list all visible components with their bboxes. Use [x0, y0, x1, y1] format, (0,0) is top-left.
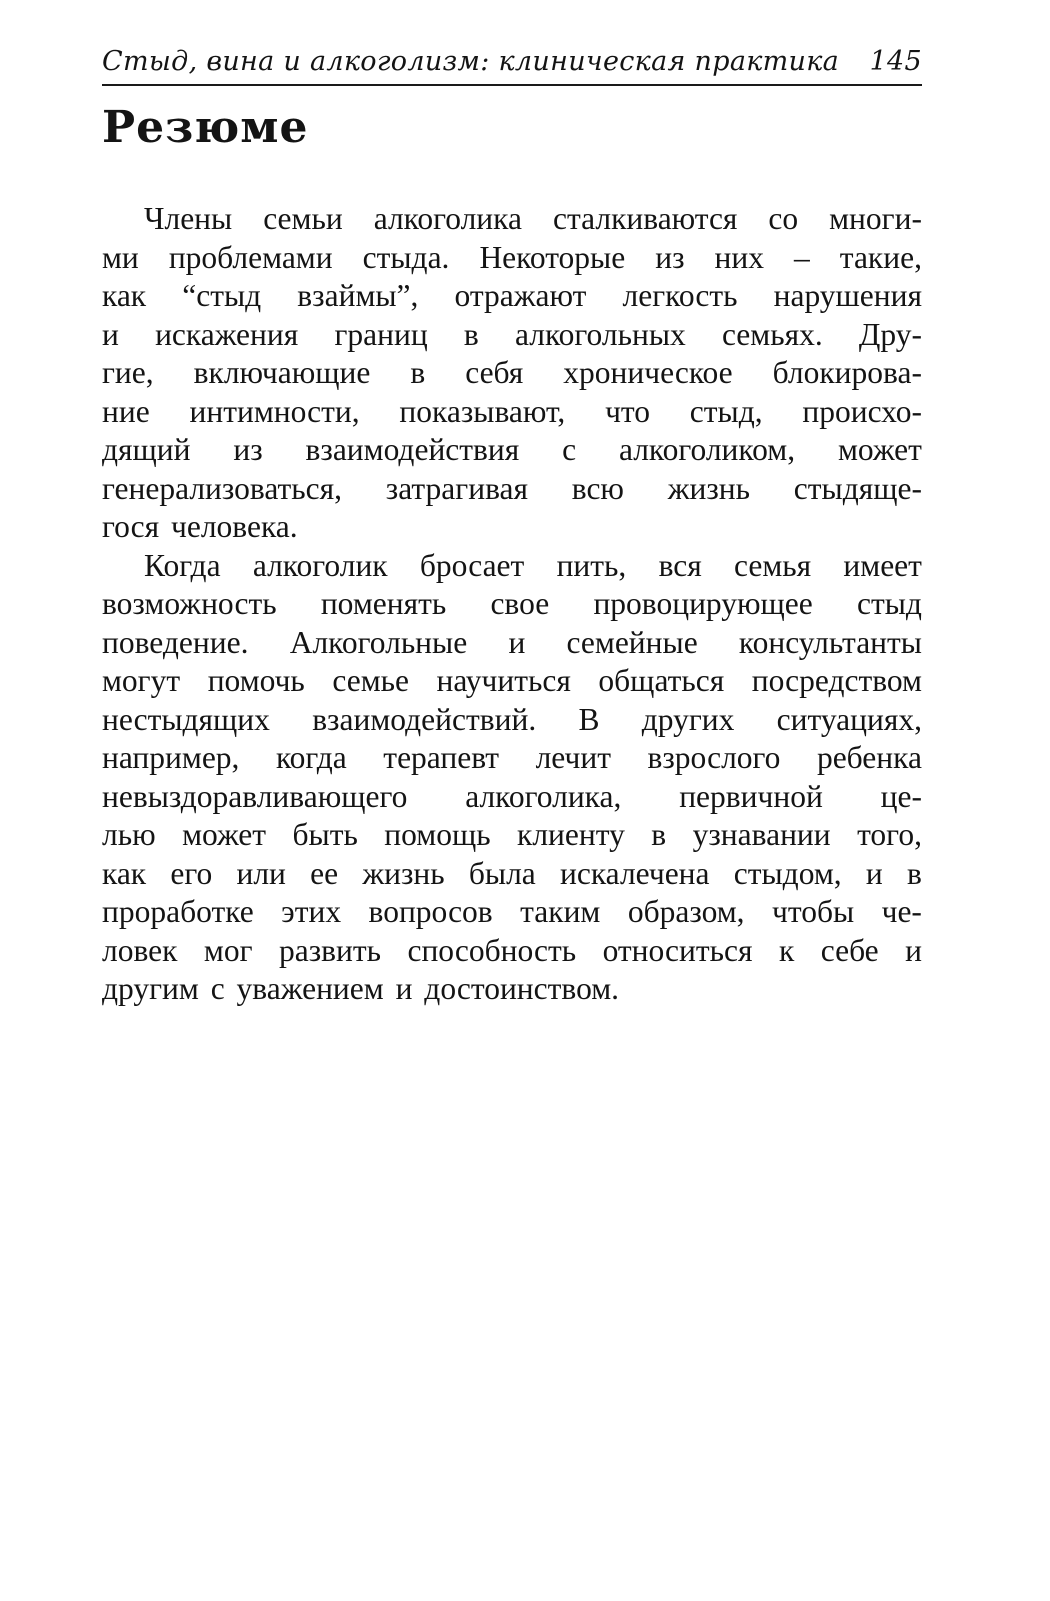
word: поведение. [102, 624, 249, 660]
word: взаймы”, [297, 278, 419, 313]
word: стыд, [689, 393, 763, 429]
word: была [468, 855, 536, 891]
text-line [102, 470, 922, 509]
book-title: Стыд, вина и алкоголизм: клиническая практика [102, 46, 840, 77]
word: показывают, [399, 393, 566, 429]
word: способность [407, 932, 577, 968]
word: в [410, 355, 426, 390]
word: алкоголика, [465, 778, 622, 814]
word: развить [278, 932, 382, 968]
word: ситуациях, [776, 701, 922, 737]
word: жизнь [667, 470, 751, 506]
word: стыдом, [733, 855, 842, 891]
word: поменять [320, 586, 447, 621]
word: и [508, 624, 526, 660]
word: быть [292, 817, 358, 852]
word: алкоголика [373, 201, 522, 236]
word: мог [203, 932, 253, 968]
word: из [655, 239, 685, 275]
word: невыздоравливающего [102, 778, 408, 814]
text-line [102, 662, 922, 701]
text-line [102, 239, 922, 278]
word: себе [820, 932, 879, 968]
word: алкоголик [252, 547, 388, 583]
word: семье [332, 663, 409, 698]
word: отражают [454, 278, 587, 313]
word: может [182, 817, 267, 852]
running-header [102, 40, 922, 86]
word: це- [880, 778, 922, 814]
text-line [102, 277, 922, 316]
text-line [102, 855, 922, 894]
text-line [102, 624, 922, 663]
text-line [102, 893, 922, 932]
paragraph-2 [102, 547, 922, 1009]
word: таким [520, 894, 601, 929]
word: чтобы [772, 894, 855, 929]
word: со [768, 201, 799, 236]
word: семьях. [721, 316, 823, 352]
word: интимности, [189, 393, 360, 429]
word: что [605, 393, 651, 429]
word: как [102, 855, 147, 891]
word: семья [734, 547, 812, 583]
word: общаться [598, 663, 725, 698]
word: Некоторые [479, 239, 626, 275]
word: Члены [144, 201, 233, 236]
word: вопросов [368, 894, 493, 929]
word: “стыд [182, 278, 262, 313]
word: жизнь [362, 855, 445, 891]
word: имеет [843, 547, 922, 583]
word: или [236, 855, 286, 891]
word: могут [102, 663, 181, 698]
word: че- [881, 894, 922, 929]
word: терапевт [383, 740, 500, 775]
word: и [905, 932, 922, 968]
word: помощь [384, 817, 491, 852]
word: в [907, 855, 922, 891]
word: семейные [566, 624, 698, 660]
word: лью [102, 817, 156, 852]
word: из [233, 432, 263, 467]
word: с [562, 432, 577, 467]
word: образом, [627, 894, 745, 929]
word: легкость [622, 278, 738, 313]
text-line [102, 739, 922, 778]
word: например, [102, 740, 240, 775]
word: семьи [263, 201, 343, 236]
word: и [102, 316, 119, 352]
paragraph-1 [102, 200, 922, 547]
word: нестыдящих [102, 701, 270, 737]
word: стыд [857, 586, 922, 621]
word: помочь [207, 663, 305, 698]
word: свое [490, 586, 550, 621]
word: ловек [102, 932, 178, 968]
word: вся [658, 547, 702, 583]
word: того, [857, 817, 922, 852]
word: может [837, 432, 922, 467]
word: ребенка [816, 740, 922, 775]
word: лечит [535, 740, 611, 775]
word: первичной [679, 778, 823, 814]
word: ее [310, 855, 339, 891]
word: генерализоваться, [102, 470, 343, 506]
word: всю [571, 470, 624, 506]
word: многи- [829, 201, 922, 236]
word: себя [465, 355, 524, 390]
word: блокирова- [772, 355, 922, 390]
word: этих [281, 894, 342, 929]
page-number: 145 [869, 46, 922, 77]
word: взрослого [647, 740, 781, 775]
word: возможность [102, 586, 277, 621]
text-line [102, 585, 922, 624]
text-line [102, 547, 922, 586]
text-line [102, 393, 922, 432]
word: стыдяще- [793, 470, 922, 506]
word: провоцирующее [593, 586, 813, 621]
word: Когда [144, 547, 221, 583]
book-page [102, 40, 922, 1009]
word: затрагивая [385, 470, 528, 506]
body-text [102, 200, 922, 1009]
word: нарушения [773, 278, 922, 313]
word: сталкиваются [552, 201, 738, 236]
word: в [463, 316, 479, 352]
word: них [714, 239, 765, 275]
text-line [102, 431, 922, 470]
word: и [865, 855, 883, 891]
word: – [794, 239, 810, 275]
word: как [102, 278, 147, 313]
section-heading: Резюме [102, 102, 309, 153]
word: Дру- [858, 316, 922, 352]
word: ние [102, 393, 150, 429]
word: алкогольных [514, 316, 686, 352]
word: других [641, 701, 735, 737]
word: проработке [102, 894, 254, 929]
word: пить, [556, 547, 627, 583]
word: узнавании [692, 817, 831, 852]
word: проблемами [168, 239, 333, 275]
word: алкоголиком, [618, 432, 796, 467]
word: научиться [436, 663, 571, 698]
word: в [651, 817, 667, 852]
text-line [102, 200, 922, 239]
word: искалечена [560, 855, 710, 891]
word: В [578, 701, 600, 737]
word: стыда. [362, 239, 450, 275]
word: включающие [193, 355, 371, 390]
word: его [170, 855, 213, 891]
text-line [102, 316, 922, 355]
text-line: гося человека. [102, 509, 298, 544]
text-line [102, 932, 922, 971]
text-line [102, 354, 922, 393]
word: относиться [602, 932, 753, 968]
text-line: другим с уважением и достоинством. [102, 971, 620, 1006]
word: ми [102, 239, 139, 275]
word: к [778, 932, 795, 968]
word: клиенту [517, 817, 625, 852]
word: Алкогольные [289, 624, 468, 660]
text-line [102, 701, 922, 740]
word: взаимодействий. [312, 701, 537, 737]
word: границ [334, 316, 428, 352]
word: консультанты [738, 624, 922, 660]
word: посредством [751, 663, 922, 698]
word: когда [275, 740, 347, 775]
word: гие, [102, 355, 154, 390]
text-line [102, 778, 922, 817]
word: происхо- [802, 393, 922, 429]
word: такие, [839, 239, 922, 275]
word: взаимодействия [305, 432, 520, 467]
text-line [102, 816, 922, 855]
word: хроническое [563, 355, 733, 390]
word: дящий [102, 432, 191, 467]
word: искажения [155, 316, 299, 352]
word: бросает [419, 547, 525, 583]
